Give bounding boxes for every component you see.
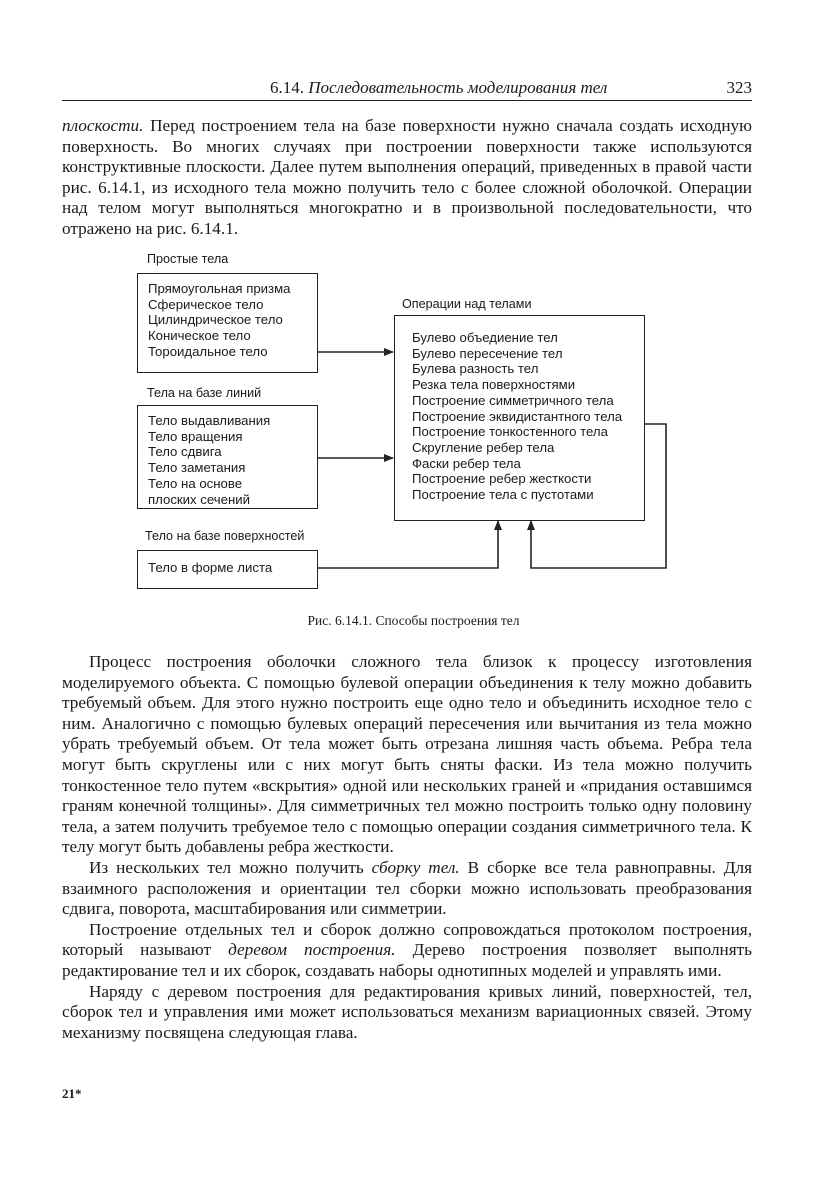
operation-item: Скругление ребер тела: [412, 439, 555, 455]
list-item: Прямоугольная призма: [148, 281, 291, 296]
paragraph-text: Процесс построения оболочки сложного тела близок к процессу изготовления моделируемого объекта. С помощью булевой операции объединения к телу можно добавить требуемый объем. Для этого нужно построить еще одно тело и объединить исходное тело с ним. Аналогично с помощью булевых операций пересечения или вычитания из тела можно убрать требуемый объем. От тела может быть отрезана лишняя часть объема. Ребра тела могут быть скруглены или с них могут быть сняты фаски. Из тела можно получить тонкостенное тело путем «вскрытия» одной или нескольких граней и «придания оставшимся граням конечной толщины». Для симметричных тел можно построить только одну половину тела, а затем получить требуемое тело с помощью операции создания симметричного тела. К телу могут быть добавлены ребра жесткости.: [62, 652, 752, 857]
paragraph: [62, 920, 752, 982]
term-italic: деревом построения.: [228, 940, 396, 960]
section-title-text: Последовательность моделирования тел: [308, 78, 608, 97]
list-item: плоских сечений: [148, 491, 251, 507]
box-line-bodies: [137, 405, 318, 509]
intro-italic-word: плоскости.: [62, 116, 144, 135]
term-italic: сборку тел.: [371, 857, 460, 877]
page-number: 323: [726, 78, 752, 97]
operation-item: Построение ребер жесткости: [412, 471, 592, 487]
figure-caption: Рис. 6.14.1. Способы построения тел: [307, 613, 520, 628]
main-text: [62, 652, 752, 1043]
box-surface-bodies: [137, 550, 318, 589]
paragraph-text: Построение отдельных тел и сборок должно сопровождаться протоколом построения, который называют: [62, 919, 752, 960]
operations-label: Операции над телами: [402, 297, 532, 311]
list-item: Тело вращения: [148, 428, 243, 444]
paragraph-text: Дерево построения позволяет выполнять редактирование тел и их сборок, создавать наборы однотипных моделей и управлять ими.: [62, 940, 752, 980]
operation-item: Построение симметричного тела: [412, 392, 614, 408]
list-item: Коническое тело: [148, 328, 251, 344]
box-simple-bodies: [137, 273, 318, 373]
paragraph: [62, 982, 752, 1044]
paragraph: [62, 858, 752, 920]
signature-mark: 21*: [62, 1086, 82, 1101]
operation-item: Фаски ребер тела: [412, 455, 521, 471]
paragraph-text: Из нескольких тел можно получить: [89, 857, 372, 877]
list-item: Тело на основе: [148, 475, 243, 491]
list-item: Сферическое тело: [148, 296, 264, 312]
operation-item: Булева разность тел: [412, 361, 539, 377]
list-item: Тороидальное тело: [148, 343, 268, 359]
operation-item: Построение тонкостенного тела: [412, 424, 608, 440]
paragraph-text: Наряду с деревом построения для редактирования кривых линий, поверхностей, тел, сборок тел и управления ими может использоваться механизм вариационных связей. Этому механизму посвящена следующая глава.: [62, 981, 752, 1042]
list-item: Тело выдавливания: [148, 413, 271, 428]
paragraph: [62, 652, 752, 858]
operation-item: Построение тела с пустотами: [412, 487, 594, 503]
operation-item: Резка тела поверхностями: [412, 377, 576, 393]
operation-item: Построение эквидистантного тела: [412, 408, 623, 424]
section-number: 6.14.: [270, 78, 304, 97]
group-label-surface-bodies: Тело на базе поверхностей: [145, 529, 305, 543]
list-item: Тело заметания: [148, 460, 246, 476]
list-item: Цилиндрическое тело: [148, 312, 283, 328]
operation-item: Булево объедиение тел: [412, 330, 558, 345]
operation-item: Булево пересечение тел: [412, 345, 563, 361]
group-label-line-bodies: Тела на базе линий: [147, 386, 262, 400]
list-item: Тело сдвига: [148, 444, 222, 460]
paragraph-text: В сборке все тела равноправны. Для взаимного расположения и ориентации тел сборки можно использовать преобразования сдвига, поворота, масштабирования или симметрии.: [62, 857, 752, 919]
intro-text: Перед построением тела на базе поверхности нужно сначала создать исходную поверхность. Во многих случаях при построении поверхности также используются конструктивные плоскости. Далее путем выполнения операций, приведенных в правой части рис. 6.14.1, из исходного тела можно получить тело с более сложной оболочкой. Операции над телом могут выполняться многократно и в произвольной последовательности, что отражено на рис. 6.14.1.: [62, 116, 752, 238]
list-item: Тело в форме листа: [148, 560, 273, 575]
group-label-simple-bodies: Простые тела: [147, 252, 229, 266]
box-operations: [394, 315, 645, 521]
